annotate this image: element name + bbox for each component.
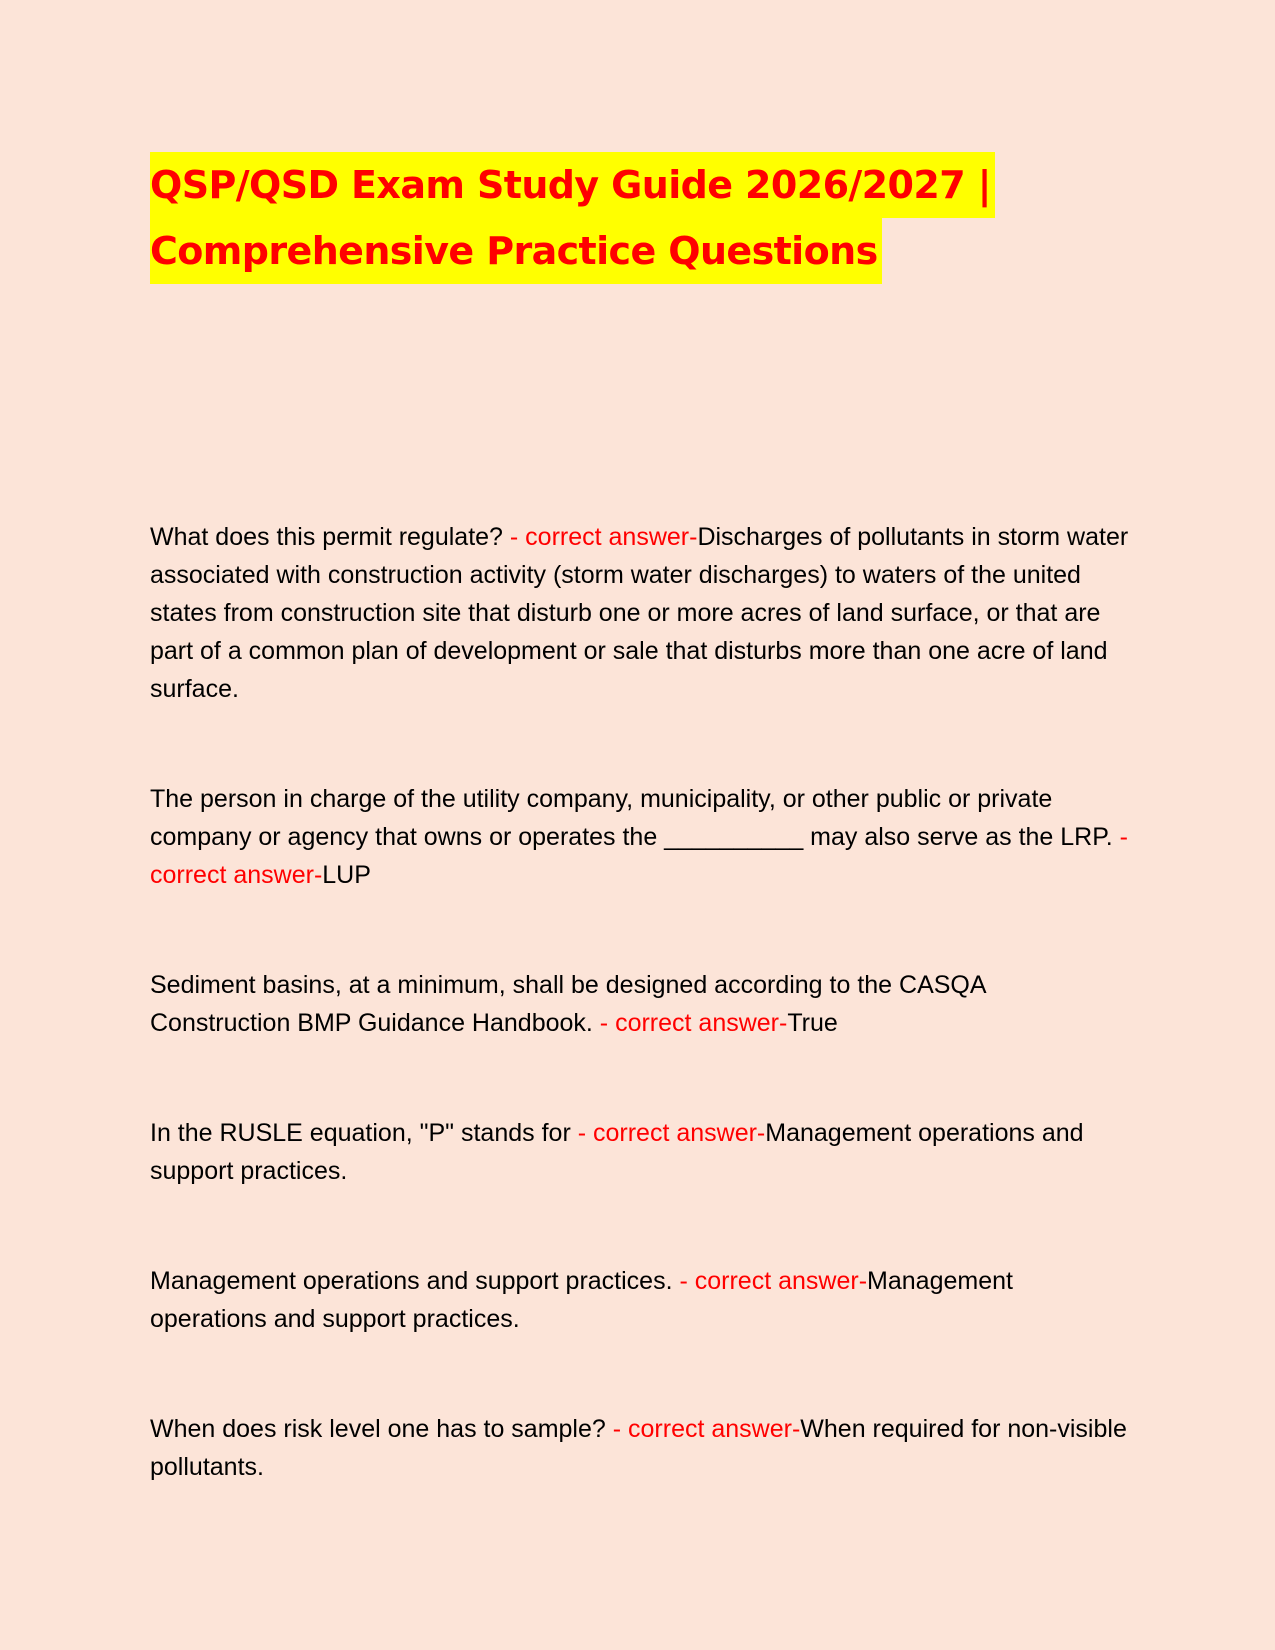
answer-text: Management operations and support practices.	[150, 1119, 1084, 1185]
answer-text: When required for non-visible pollutants.	[150, 1415, 1127, 1481]
qa-item-1	[150, 518, 1130, 708]
answer-marker: - correct answer-	[150, 823, 1128, 889]
qa-item-6	[150, 1410, 1130, 1486]
question-text: Sediment basins, at a minimum, shall be designed according to the CASQA Construction BMP Guidance Handbook.	[150, 971, 986, 1037]
question-text: The person in charge of the utility company, municipality, or other public or private company or agency that owns or operates the __________ may also serve as the LRP.	[150, 785, 1120, 851]
answer-text: True	[787, 1009, 838, 1037]
document-page	[150, 152, 1130, 1481]
question-text: When does risk level one has to sample?	[150, 1415, 613, 1443]
qa-item-3	[150, 966, 1130, 1042]
answer-text: Management operations and support practices.	[150, 1267, 1013, 1333]
answer-marker: - correct answer-	[509, 523, 698, 551]
question-text: In the RUSLE equation, "P" stands for	[150, 1119, 578, 1147]
answer-marker: - correct answer-	[599, 1009, 788, 1037]
answer-marker: - correct answer-	[577, 1119, 766, 1147]
qa-item-4	[150, 1114, 1130, 1190]
answer-marker: - correct answer-	[679, 1267, 868, 1295]
answer-text: Discharges of pollutants in storm water associated with construction activity (storm water discharges) to waters of the united states from construction site that disturb one or more acres of land surface, or that are part of a common plan of development or sale that disturbs more than one acre of land surface.	[150, 523, 1129, 703]
title-line-2: Comprehensive Practice Questions	[150, 218, 882, 284]
answer-marker: - correct answer-	[612, 1415, 801, 1443]
qa-item-5	[150, 1262, 1130, 1338]
document-title	[150, 152, 1130, 284]
question-text: What does this permit regulate?	[150, 523, 510, 551]
question-text: Management operations and support practices.	[150, 1267, 680, 1295]
title-line-1: QSP/QSD Exam Study Guide 2026/2027 |	[150, 152, 995, 218]
question-list	[150, 518, 1130, 1558]
answer-text: LUP	[322, 861, 371, 889]
qa-item-2	[150, 780, 1130, 894]
